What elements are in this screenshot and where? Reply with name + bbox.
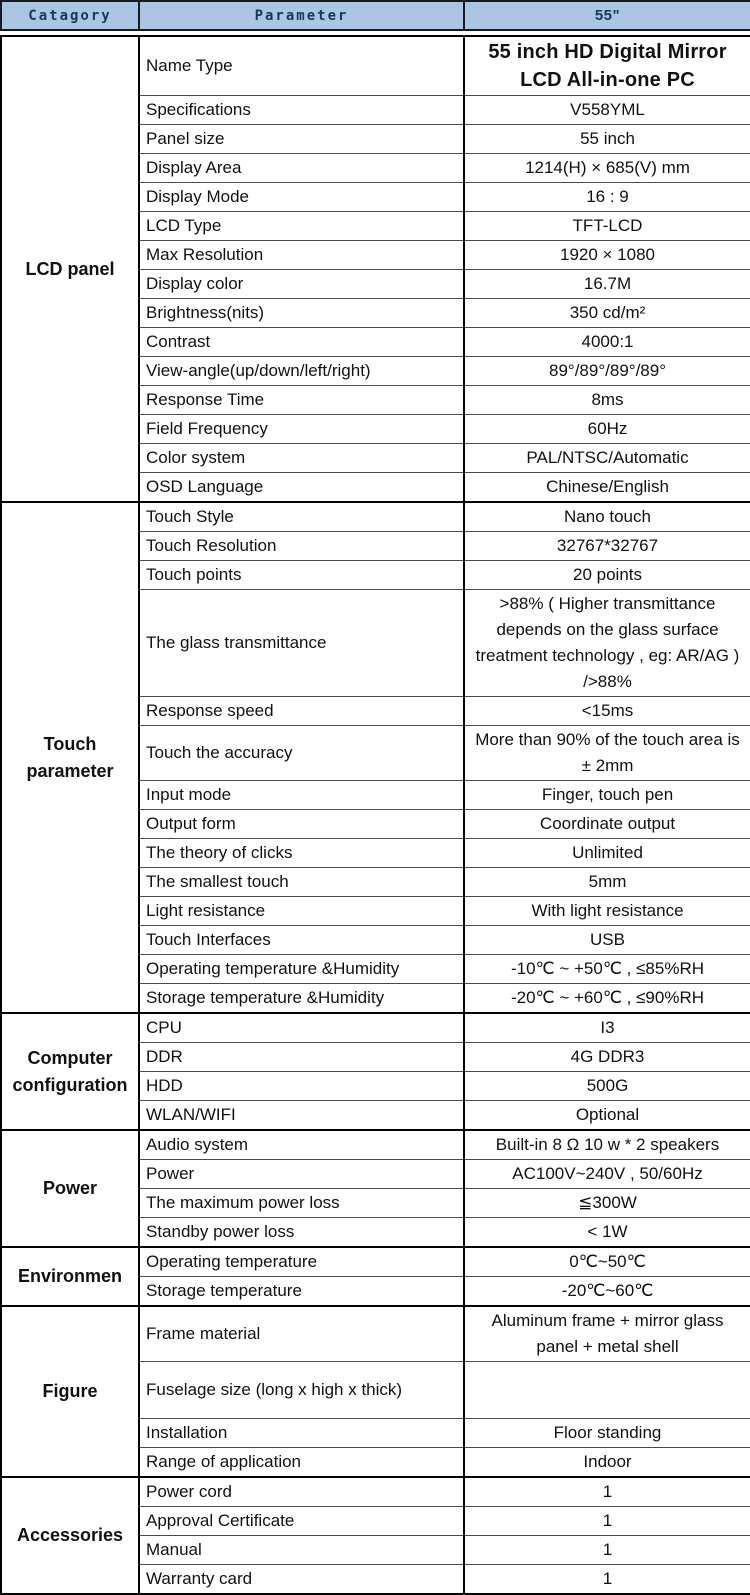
value-cell: V558YML: [464, 96, 750, 125]
value-cell: 89°/89°/89°/89°: [464, 357, 750, 386]
value-cell: ≦300W: [464, 1189, 750, 1218]
param-cell: Panel size: [139, 125, 464, 154]
value-cell: 8ms: [464, 386, 750, 415]
param-cell: Display Mode: [139, 183, 464, 212]
param-cell: The smallest touch: [139, 868, 464, 897]
value-cell: 1: [464, 1565, 750, 1595]
param-cell: Storage temperature &Humidity: [139, 984, 464, 1014]
value-cell: 1: [464, 1536, 750, 1565]
category-cell: Computer configuration: [1, 1013, 139, 1130]
value-cell: With light resistance: [464, 897, 750, 926]
value-cell: 4000:1: [464, 328, 750, 357]
spec-table: [0, 35, 750, 1595]
value-cell: TFT-LCD: [464, 212, 750, 241]
value-cell: -10℃ ~ +50℃ , ≤85%RH: [464, 955, 750, 984]
param-cell: OSD Language: [139, 473, 464, 503]
param-cell: Name Type: [139, 36, 464, 96]
param-cell: Response speed: [139, 697, 464, 726]
value-cell: 0℃~50℃: [464, 1247, 750, 1277]
param-cell: Frame material: [139, 1306, 464, 1362]
param-cell: Max Resolution: [139, 241, 464, 270]
value-cell: 1: [464, 1477, 750, 1507]
param-cell: Approval Certificate: [139, 1507, 464, 1536]
value-cell: 60Hz: [464, 415, 750, 444]
value-cell: Built-in 8 Ω 10 w * 2 speakers: [464, 1130, 750, 1160]
table-row: [1, 1247, 750, 1277]
param-cell: Color system: [139, 444, 464, 473]
param-cell: DDR: [139, 1043, 464, 1072]
param-cell: The glass transmittance: [139, 590, 464, 697]
param-cell: HDD: [139, 1072, 464, 1101]
value-cell: PAL/NTSC/Automatic: [464, 444, 750, 473]
param-cell: Output form: [139, 810, 464, 839]
param-cell: CPU: [139, 1013, 464, 1043]
header-cell-parameter: Parameter: [139, 1, 464, 30]
value-cell: < 1W: [464, 1218, 750, 1248]
category-cell: Power: [1, 1130, 139, 1247]
value-cell: 55 inch: [464, 125, 750, 154]
category-cell: LCD panel: [1, 36, 139, 502]
value-cell: [464, 1362, 750, 1419]
header-cell-category: Catagory: [1, 1, 139, 30]
param-cell: Display color: [139, 270, 464, 299]
value-cell: Aluminum frame + mirror glass panel + metal shell: [464, 1306, 750, 1362]
value-cell: More than 90% of the touch area is ± 2mm: [464, 726, 750, 781]
value-cell: <15ms: [464, 697, 750, 726]
value-cell: USB: [464, 926, 750, 955]
param-cell: Brightness(nits): [139, 299, 464, 328]
value-cell: -20℃~60℃: [464, 1277, 750, 1307]
param-cell: LCD Type: [139, 212, 464, 241]
table-row: [1, 1130, 750, 1160]
param-cell: Installation: [139, 1419, 464, 1448]
param-cell: Power: [139, 1160, 464, 1189]
value-cell: 500G: [464, 1072, 750, 1101]
category-cell: Figure: [1, 1306, 139, 1477]
param-cell: Range of application: [139, 1448, 464, 1478]
param-cell: Fuselage size (long x high x thick): [139, 1362, 464, 1419]
value-cell: 16 : 9: [464, 183, 750, 212]
table-row: [1, 1013, 750, 1043]
value-cell: Finger, touch pen: [464, 781, 750, 810]
table-row: [1, 502, 750, 532]
param-cell: Power cord: [139, 1477, 464, 1507]
param-cell: The maximum power loss: [139, 1189, 464, 1218]
param-cell: Contrast: [139, 328, 464, 357]
category-cell: Accessories: [1, 1477, 139, 1594]
value-cell: AC100V~240V , 50/60Hz: [464, 1160, 750, 1189]
value-cell: 1: [464, 1507, 750, 1536]
table-row: [1, 1477, 750, 1507]
value-cell: -20℃ ~ +60℃ , ≤90%RH: [464, 984, 750, 1014]
value-cell: 16.7M: [464, 270, 750, 299]
table-row: [1, 1306, 750, 1362]
value-cell: 32767*32767: [464, 532, 750, 561]
value-cell: Indoor: [464, 1448, 750, 1478]
param-cell: Field Frequency: [139, 415, 464, 444]
value-cell: Coordinate output: [464, 810, 750, 839]
value-cell: I3: [464, 1013, 750, 1043]
spec-table-header: [0, 0, 750, 31]
param-cell: Light resistance: [139, 897, 464, 926]
spec-table-body: [1, 36, 750, 1594]
value-cell: 1920 × 1080: [464, 241, 750, 270]
value-cell: 4G DDR3: [464, 1043, 750, 1072]
value-cell: 1214(H) × 685(V) mm: [464, 154, 750, 183]
value-cell: Unlimited: [464, 839, 750, 868]
param-cell: Touch the accuracy: [139, 726, 464, 781]
category-cell: Touch parameter: [1, 502, 139, 1013]
value-cell: 55 inch HD Digital Mirror LCD All-in-one PC: [464, 36, 750, 96]
table-row: [1, 36, 750, 96]
value-cell: >88% ( Higher transmittance depends on the glass surface treatment technology , eg: AR/AG ) />88%: [464, 590, 750, 697]
param-cell: The theory of clicks: [139, 839, 464, 868]
value-cell: 350 cd/m²: [464, 299, 750, 328]
param-cell: Display Area: [139, 154, 464, 183]
param-cell: Operating temperature: [139, 1247, 464, 1277]
value-cell: 5mm: [464, 868, 750, 897]
param-cell: Audio system: [139, 1130, 464, 1160]
param-cell: Touch Interfaces: [139, 926, 464, 955]
param-cell: Touch Resolution: [139, 532, 464, 561]
category-cell: Environmen: [1, 1247, 139, 1306]
param-cell: Operating temperature &Humidity: [139, 955, 464, 984]
param-cell: Standby power loss: [139, 1218, 464, 1248]
param-cell: WLAN/WIFI: [139, 1101, 464, 1131]
value-cell: 20 points: [464, 561, 750, 590]
value-cell: Optional: [464, 1101, 750, 1131]
value-cell: Floor standing: [464, 1419, 750, 1448]
param-cell: Warranty card: [139, 1565, 464, 1595]
param-cell: Touch points: [139, 561, 464, 590]
param-cell: View-angle(up/down/left/right): [139, 357, 464, 386]
param-cell: Input mode: [139, 781, 464, 810]
param-cell: Response Time: [139, 386, 464, 415]
value-cell: Nano touch: [464, 502, 750, 532]
value-cell: Chinese/English: [464, 473, 750, 503]
param-cell: Storage temperature: [139, 1277, 464, 1307]
header-row: [1, 1, 750, 30]
param-cell: Specifications: [139, 96, 464, 125]
header-cell-model: 55": [464, 1, 750, 30]
param-cell: Manual: [139, 1536, 464, 1565]
param-cell: Touch Style: [139, 502, 464, 532]
